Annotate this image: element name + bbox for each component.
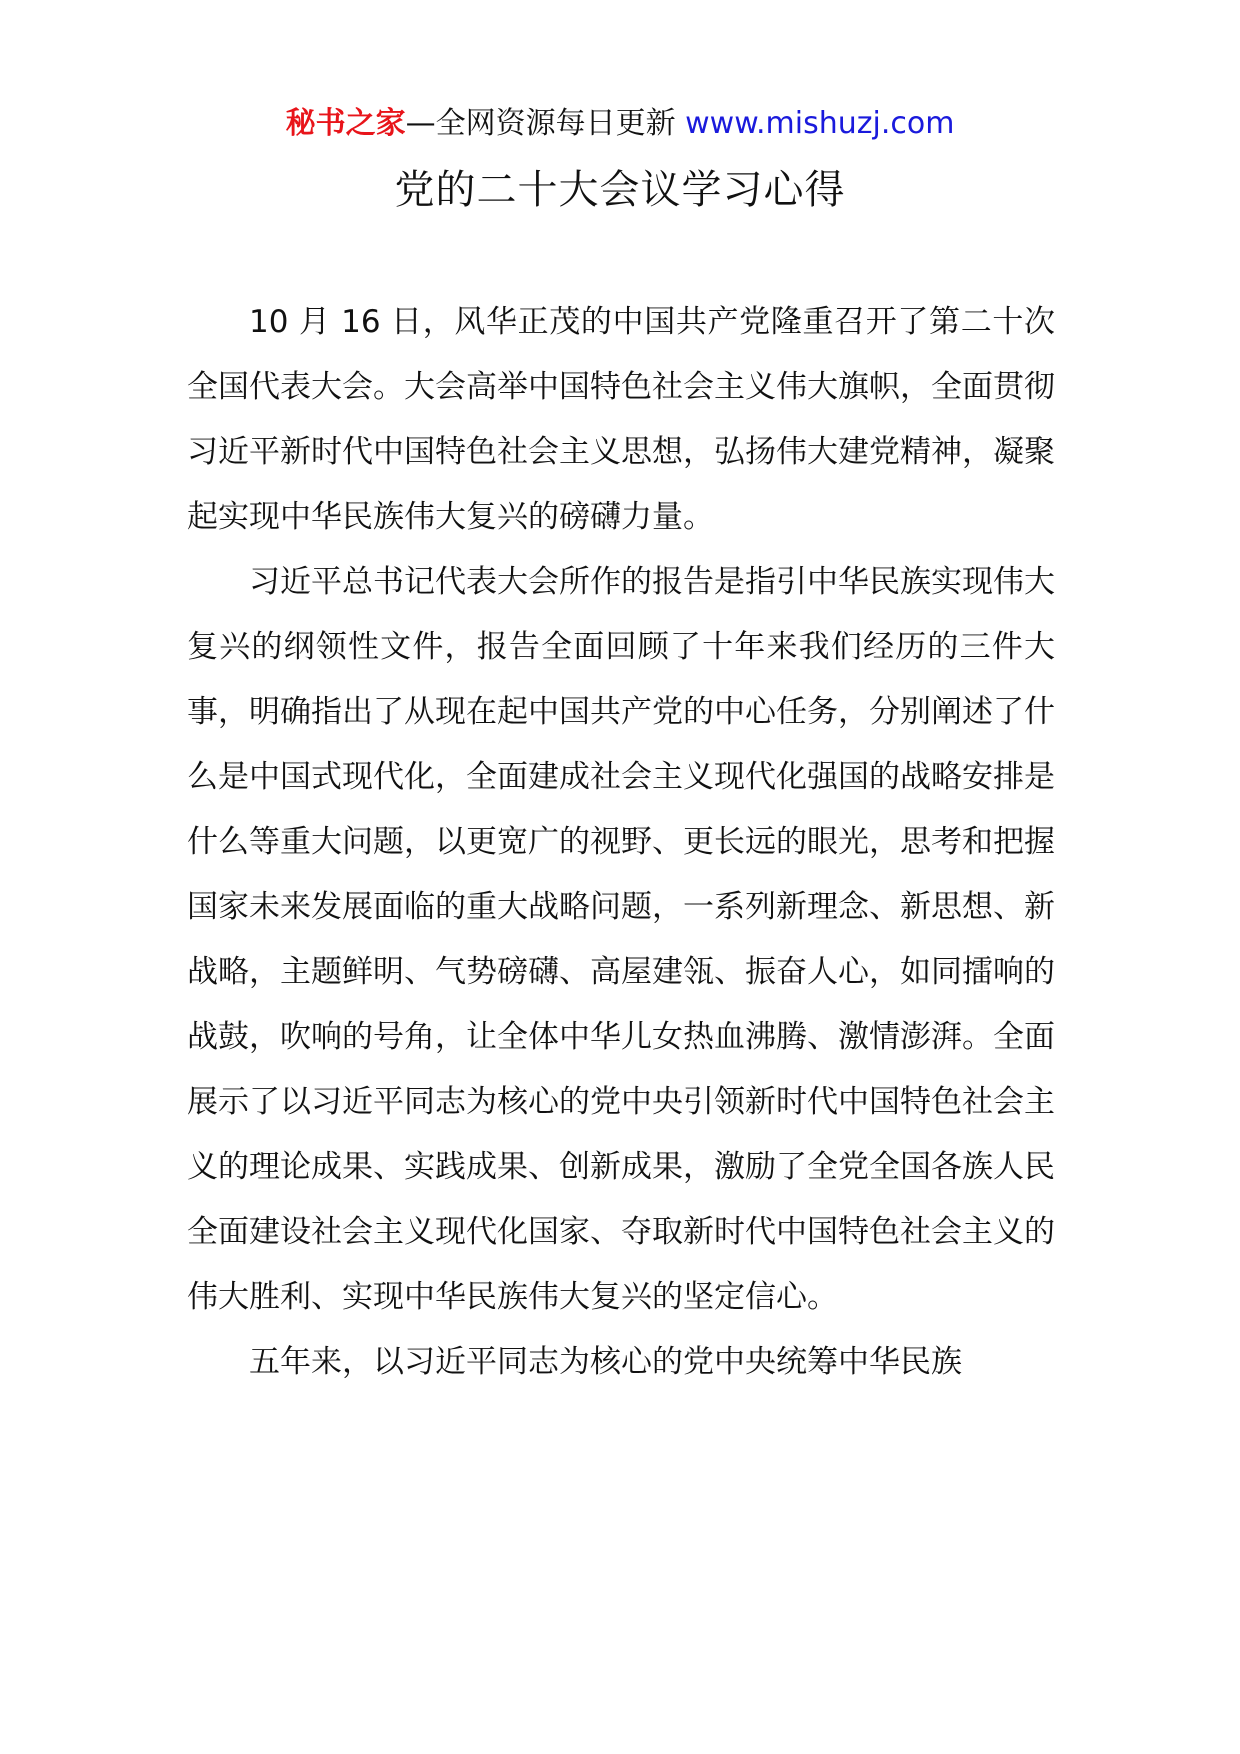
header-slogan: —全网资源每日更新 [405, 106, 686, 141]
body-paragraph: 五年来，以习近平同志为核心的党中央统筹中华民族 [249, 1344, 962, 1380]
brand-name: 秘书之家 [285, 106, 406, 141]
site-header [0, 100, 1240, 148]
body-paragraph: 习近平总书记代表大会所作的报告是指引中华民族实现伟大复兴的纲领性文件，报告全面回顾了十年来我们经历的三件大事，明确指出了从现在起中国共产党的中心任务，分别阐述了什么是中国式现代化，全面建成社会主义现代化强国的战略安排是什么等重大问题，以更宽广的视野、更长远的眼光，思考和把握国家未来发展面临的重大战略问题，一系列新理念、新思想、新战略，主题鲜明、气势磅礴、高屋建瓴、振奋人心，如同擂响的战鼓，吹响的号角，让全体中华儿女热血沸腾、激情澎湃。全面展示了以习近平同志为核心的党中央引领新时代中国特色社会主义的理论成果、实践成果、创新成果，激励了全党全国各族人民全面建设社会主义现代化国家、夺取新时代中国特色社会主义的伟大胜利、实现中华民族伟大复兴的坚定信心。 [187, 564, 1055, 1315]
document-title: 党的二十大会议学习心得 [394, 167, 846, 213]
document-body [187, 290, 1055, 1395]
site-url-link[interactable]: www.mishuzj.com [685, 106, 955, 141]
body-paragraph: 10 月 16 日，风华正茂的中国共产党隆重召开了第二十次全国代表大会。大会高举中国特色社会主义伟大旗帜，全面贯彻习近平新时代中国特色社会主义思想，弘扬伟大建党精神，凝聚起实现中华民族伟大复兴的磅礴力量。 [187, 304, 1055, 535]
